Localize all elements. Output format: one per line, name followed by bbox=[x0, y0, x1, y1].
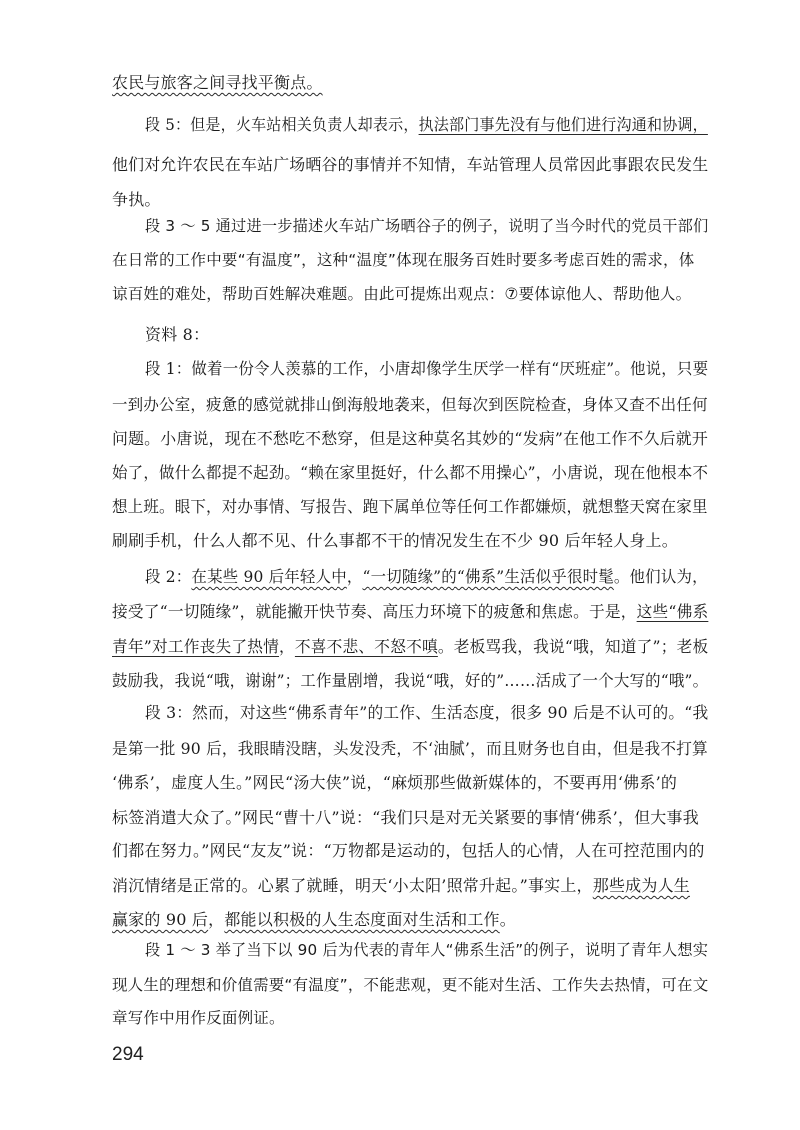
text-span: 们都在努力。”网民“友友”说：“万物都是运动的，包括人的心情，人在可控范围内的 bbox=[112, 841, 705, 860]
text-span: 始了，做什么都提不起劲。“赖在家里挺好，什么都不用操心”，小唐说，现在他根本不 bbox=[112, 463, 709, 482]
text-span: 。他们认为， bbox=[613, 567, 708, 586]
text-line bbox=[112, 873, 690, 896]
underlined-text: 农民与旅客之间寻找平衡点。 bbox=[112, 73, 323, 92]
text-span: 资料 8： bbox=[145, 325, 210, 344]
text-span: ， bbox=[279, 637, 295, 656]
text-span: 刷刷手机，什么人都不见、什么事都不干的情况发生在不少 90 后年轻人身上。 bbox=[112, 531, 678, 550]
text-line bbox=[112, 736, 708, 759]
text-span: 一到办公室，疲惫的感觉就排山倒海般地袭来，但每次到医院检查，身体又查不出任何 bbox=[112, 395, 708, 414]
text-span: 争执。 bbox=[112, 190, 161, 209]
text-span: 想上班。眼下，对办事情、写报告、跑下属单位等任何工作都嫌烦，就想整天窝在家里 bbox=[112, 497, 708, 516]
text-span: 段 2： bbox=[145, 567, 192, 586]
text-span: ， bbox=[346, 567, 363, 586]
text-line bbox=[112, 187, 161, 210]
text-line bbox=[145, 564, 708, 587]
text-line bbox=[112, 973, 708, 995]
underlined-text: 那些成为人生 bbox=[592, 876, 690, 895]
underlined-text: 在某些 90 后年轻人中 bbox=[191, 567, 347, 586]
text-line bbox=[112, 392, 708, 415]
text-span: 标签消遣大众了。”网民“曹十八”说：“我们只是对无关紧要的事情‘佛系’，但大事我 bbox=[112, 808, 699, 827]
text-span: 。 bbox=[499, 910, 516, 929]
text-line bbox=[112, 805, 699, 828]
text-line bbox=[145, 322, 209, 345]
text-span: 。老板骂我，我说“哦，知道了”；老板 bbox=[437, 637, 709, 656]
text-line bbox=[112, 770, 677, 793]
text-span: 在日常的工作中要“有温度”，这种“温度”体现在服务百姓时要多考虑百姓的需求，体 bbox=[112, 251, 695, 269]
text-line bbox=[145, 112, 708, 135]
text-line bbox=[112, 152, 708, 175]
text-line bbox=[145, 356, 708, 379]
page-number: 294 bbox=[112, 1044, 144, 1065]
text-line bbox=[112, 460, 708, 483]
text-line bbox=[112, 70, 323, 93]
text-line bbox=[112, 528, 678, 551]
underlined-text: 这些“佛系 bbox=[636, 602, 709, 621]
text-line bbox=[112, 1006, 285, 1028]
text-span: 鼓励我，我说“哦，谢谢”；工作量剧增，我说“哦，好的”……活成了一个大写的“哦”。 bbox=[112, 671, 709, 690]
text-span: 他们对允许农民在车站广场晒谷的事情并不知情，车站管理人员常因此事跟农民发生 bbox=[112, 155, 709, 174]
underlined-text: 都能以积极的人生态度面对生活和工作 bbox=[224, 910, 500, 929]
underlined-text: 不喜不悲、不怒不嗔 bbox=[294, 637, 438, 656]
text-span: 消沉情绪是正常的。心累了就睡，明天‘小太阳’照常升起。”事实上， bbox=[112, 876, 593, 895]
text-span: 段 1 ～ 3 举了当下以 90 后为代表的青年人“佛系生活”的例子，说明了青年人想实 bbox=[145, 941, 709, 959]
text-line bbox=[112, 668, 708, 691]
underlined-text: 执法部门事先没有与他们进行沟通和协调， bbox=[418, 115, 708, 134]
underlined-text: “一切随缘”的“佛系”生活似乎很时髦 bbox=[362, 567, 614, 586]
text-line bbox=[112, 248, 694, 270]
text-line bbox=[112, 634, 708, 657]
text-span: 是第一批 90 后，我眼睛没瞎，头发没秃，不‘油腻’，而且财务也自由，但是我不打算 bbox=[112, 739, 708, 758]
text-span: 段 3 ～ 5 通过进一步描述火车站广场晒谷子的例子，说明了当今时代的党员干部们 bbox=[145, 217, 709, 235]
text-span: 谅百姓的难处，帮助百姓解决难题。由此可提炼出观点：⑦要体谅他人、帮助他人。 bbox=[112, 285, 692, 303]
text-line bbox=[145, 700, 708, 723]
underlined-text: 青年”对工作丧失了热情 bbox=[112, 637, 280, 656]
text-span: ‘佛系’，虚度人生。”网民“汤大侠”说，“麻烦那些做新媒体的，不要再用‘佛系’的 bbox=[112, 773, 678, 792]
text-line bbox=[145, 938, 708, 960]
text-line bbox=[112, 282, 691, 304]
text-span: ， bbox=[208, 910, 225, 929]
text-line bbox=[145, 214, 708, 236]
text-span: 现人生的理想和价值需要“有温度”，不能悲观，更不能对生活、工作失去热情，可在文 bbox=[112, 976, 709, 994]
text-line bbox=[112, 599, 708, 622]
text-line bbox=[112, 494, 708, 517]
underlined-text: 赢家的 90 后 bbox=[112, 910, 209, 929]
text-span: 章写作中用作反面例证。 bbox=[112, 1009, 285, 1027]
text-line bbox=[112, 907, 516, 930]
text-span: 问题。小唐说，现在不愁吃不愁穿，但是这种莫名其妙的“发病”在他工作不久后就开 bbox=[112, 429, 708, 448]
text-span: 段 1：做着一份令人羡慕的工作，小唐却像学生厌学一样有“厌班症”。他说，只要 bbox=[145, 359, 709, 378]
text-span: 段 5：但是，火车站相关负责人却表示， bbox=[145, 115, 419, 134]
text-span: 段 3：然而，对这些“佛系青年”的工作、生活态度，很多 90 后是不认可的。“我 bbox=[145, 703, 709, 722]
text-span: 接受了“一切随缘”，就能撇开快节奏、高压力环境下的疲惫和焦虑。于是， bbox=[112, 602, 637, 621]
text-line bbox=[112, 838, 705, 861]
text-line bbox=[112, 426, 708, 449]
